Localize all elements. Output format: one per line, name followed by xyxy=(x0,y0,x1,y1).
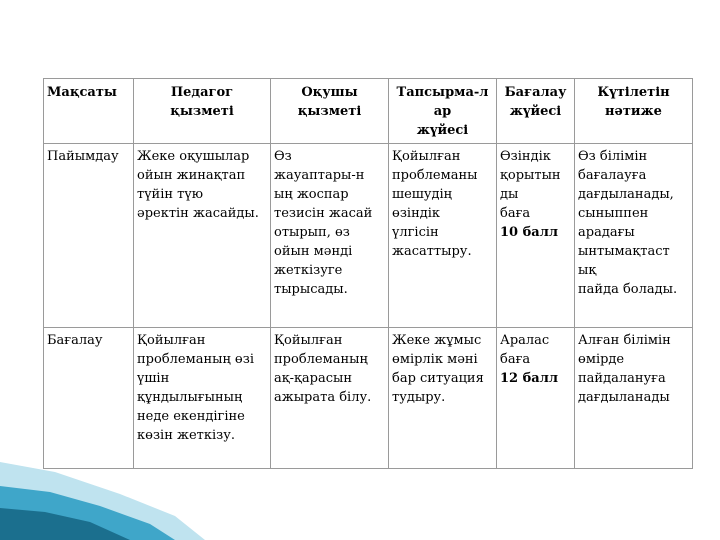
header-expected-result: Күтілетін нәтиже xyxy=(575,79,693,144)
header-teacher-activity: Педагог қызметі xyxy=(134,79,271,144)
lesson-table xyxy=(43,78,693,469)
cell-tasks: Жеке жұмыс өмірлік мәні бар ситуация тудыру. xyxy=(389,328,497,469)
header-grading-system: Бағалау жүйесі xyxy=(497,79,575,144)
table-row xyxy=(44,328,693,469)
header-tasks-system: Тапсырма-л ар жүйесі xyxy=(389,79,497,144)
cell-teacher-activity: Жеке оқушылар ойын жинақтап түйін түю әректін жасайды. xyxy=(134,144,271,328)
cell-student-activity: Өз жауаптары-н ың жоспар тезисін жасай отырып, өз ойын мәнді жеткізуге тырысады. xyxy=(271,144,389,328)
cell-goal: Пайымдау xyxy=(44,144,134,328)
header-student-activity: Оқушы қызметі xyxy=(271,79,389,144)
table-header-row xyxy=(44,79,693,144)
cell-teacher-activity: Қойылған проблеманың өзі үшін құндылығының неде екендігіне көзін жеткізу. xyxy=(134,328,271,469)
header-goal: Мақсаты xyxy=(44,79,134,144)
cell-expected-result: Өз білімін бағалауға дағдыланады, сыныппен арадағы ынтымақтаст ық пайда болады. xyxy=(575,144,693,328)
cell-goal: Бағалау xyxy=(44,328,134,469)
table-row xyxy=(44,144,693,328)
grading-score: 12 балл xyxy=(500,371,559,386)
grading-text: Өзіндік қорытын ды баға xyxy=(500,149,561,221)
cell-tasks: Қойылған проблеманы шешудің өзіндік үлгісін жасаттыру. xyxy=(389,144,497,328)
grading-score: 10 балл xyxy=(500,225,559,240)
cell-expected-result: Алған білімін өмірде пайдалануға дағдыланады xyxy=(575,328,693,469)
cell-grading xyxy=(497,144,575,328)
grading-text: Аралас баға xyxy=(500,333,550,367)
cell-grading xyxy=(497,328,575,469)
cell-student-activity: Қойылған проблеманың ақ-қарасын ажырата білу. xyxy=(271,328,389,469)
